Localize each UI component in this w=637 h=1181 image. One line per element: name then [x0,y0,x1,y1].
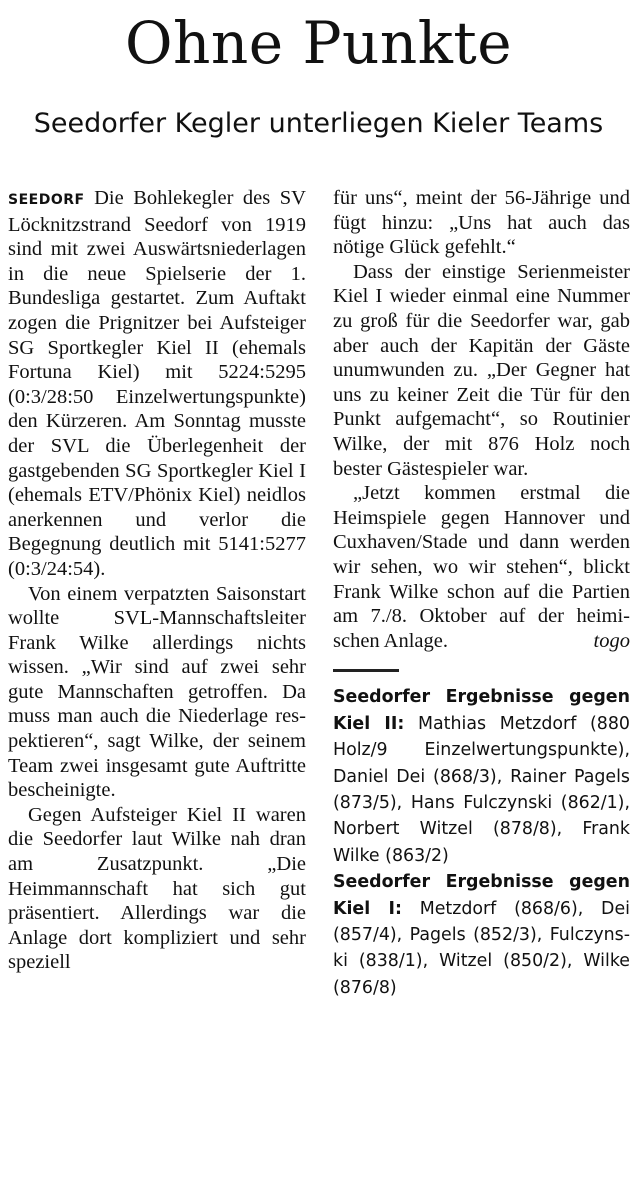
paragraph-3: Gegen Aufsteiger Kiel II waren die Seedorfer laut Wilke nah dran am Zusatzpunkt. „Die Heimmannschaft hat sich gut präsentiert. Allerdings war die Anlage dort kompliziert und sehr speziell [8,803,306,974]
paragraph-6-text: „Jetzt kommen erstmal die Heimspiele gegen Hannover und Cuxhaven/Stade und dann werden wir sehen, wo wir stehen“, blickt Frank Wilke schon auf die Partien am 7./8. Oktober auf der heimischen Anlage. [333,482,630,652]
results-box [333,684,630,1001]
results-kiel1-heading: Seedorfer Ergebnisse gegen Kiel I: [333,872,630,919]
headline: Ohne Punkte [124,9,513,77]
divider [333,669,399,672]
results-kiel2-text: Mathias Metzdorf (880 Holz/9 Einzelwertungspunkte), Daniel Dei (868/3), Rainer Pagels (873/5), Hans Fulczynski (862/1), Norbert Witzel (878/8), Frank Wilke (863/2) [333,713,630,866]
article-column-left [8,186,306,975]
dateline: SEEDORF [8,192,85,208]
paragraph-1-text: Die Bohlekegler des SV Löcknitzstrand Seedorf von 1919 sind mit zwei Auswärtsniederlagen in die neue Spielserie der 1. Bundesliga gestartet. Zum Auftakt zogen die Prignitzer bei Aufsteiger SG Sportkegler Kiel II (ehemals Fortuna Kiel) mit 5224:5295 (0:3/28:50 Einzelwertungspunkte) den Kürzeren. Am Sonntag musste der SVL die Überlegenheit der gastgebenden SG Sportkegler Kiel I (ehemals ETV/Phönix Kiel) neidlos anerkennen und verlor die Begegnung deutlich mit 5141:5277 (0:3/24:54). [8,187,306,580]
results-kiel2-heading: Seedorfer Ergebnisse gegen Kiel II: [333,687,630,734]
paragraph-5: Dass der einstige Serienmeister Kiel I wieder einmal eine Nummer zu groß für die Seedorfer war, gab aber auch der Kapitän der Gäste unumwunden zu. „Der Gegner hat uns zu keiner Zeit die Tür für den Punkt aufgemacht“, so Routinier Wilke, der mit 876 Holz noch bester Gästespieler war. [333,260,630,480]
results-kiel1-text: Metzdorf (868/6), Dei (857/4), Pagels (852/3), Fulczynski (838/1), Witzel (850/2), Wilke (876/8) [333,898,630,998]
results-kiel2 [333,684,630,869]
paragraph-2: Von einem verpatzten Saisonstart wollte SVL-Mannschaftsleiter Frank Wilke allerdings nichts wissen. „Wir sind auf zwei sehr gute Mannschaften getroffen. Da muss man auch die Niederlage respektieren“, sagt Wilke, der seinem Team zwei insgesamt gute Auftritte bescheinigte. [8,582,306,802]
subheadline: Seedorfer Kegler unterliegen Kieler Teams [33,108,604,139]
results-kiel1 [333,869,630,1001]
paragraph-1 [8,186,306,582]
paragraph-4: für uns“, meint der 56-Jährige und fügt hinzu: „Uns hat auch das nötige Glück gefehlt.“ [333,187,630,259]
paragraph-6 [333,481,630,653]
author-signature: togo [593,629,630,652]
article-column-right [333,186,630,1001]
